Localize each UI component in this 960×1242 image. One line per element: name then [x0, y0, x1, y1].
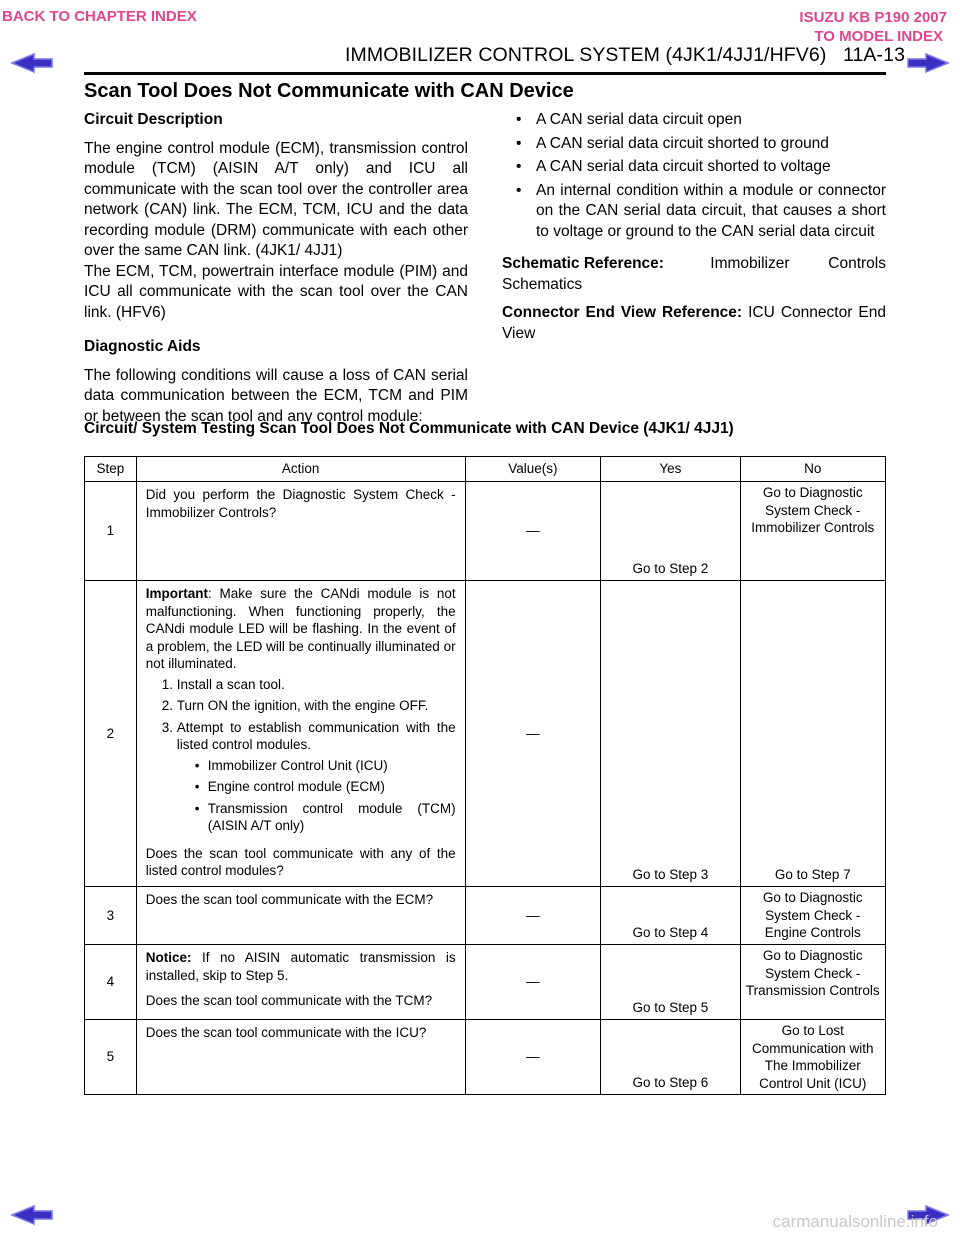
no-cell[interactable]: Go to Diagnostic System Check - Immobilizer Controls — [740, 482, 885, 581]
table-row — [85, 581, 886, 887]
notice-label: Notice: — [145, 950, 192, 965]
action-text: Does the scan tool communicate with the ICU? — [136, 1020, 465, 1095]
list-item — [177, 719, 456, 835]
yes-cell[interactable]: Go to Step 3 — [601, 581, 740, 887]
table-title: Circuit/ System Testing Scan Tool Does Not Communicate with CAN Device (4JK1/ 4JJ1) — [84, 420, 734, 437]
schematic-reference — [502, 254, 886, 295]
page-title: Scan Tool Does Not Communicate with CAN Device — [84, 80, 574, 102]
important-label: Important — [145, 586, 208, 601]
yes-cell[interactable]: Go to Step 6 — [601, 1020, 740, 1095]
connector-reference-label: Connector End View Reference: — [502, 304, 743, 321]
procedure-steps — [146, 676, 456, 835]
connector-reference — [502, 303, 886, 344]
notice-note — [146, 949, 456, 984]
list-item-text: Attempt to establish communication with the listed control modules. — [176, 719, 456, 752]
diagnostic-aids-heading: Diagnostic Aids — [84, 338, 201, 355]
value-cell: — — [465, 482, 601, 581]
schematic-reference-label: Schematic Reference: — [502, 255, 664, 272]
step-number: 3 — [85, 887, 137, 945]
notice-text: If no AISIN automatic transmission is installed, skip to Step 5. — [145, 950, 456, 983]
action-cell — [136, 945, 465, 1020]
list-item: • A CAN serial data circuit shorted to voltage — [502, 157, 886, 178]
step-number: 5 — [85, 1020, 137, 1095]
previous-page-arrow-icon[interactable] — [10, 1204, 54, 1226]
step-number: 4 — [85, 945, 137, 1020]
list-item: 1. Install a scan tool. — [177, 676, 456, 694]
list-item: • Immobilizer Control Unit (ICU) — [193, 757, 456, 775]
schematic-reference-value-a[interactable]: Immobilizer Controls — [710, 255, 886, 272]
list-item: 2. Turn ON the ignition, with the engine OFF. — [177, 697, 456, 715]
section-title: IMMOBILIZER CONTROL SYSTEM (4JK1/4JJ1/HFV6) — [345, 44, 827, 66]
important-note — [146, 585, 456, 673]
table-header-row — [85, 457, 886, 482]
action-cell — [136, 581, 465, 887]
header-step: Step — [85, 457, 137, 482]
value-cell: — — [465, 887, 601, 945]
header-no: No — [740, 457, 885, 482]
action-text: Does the scan tool communicate with the ECM? — [136, 887, 465, 945]
back-to-chapter-index-link[interactable]: BACK TO CHAPTER INDEX — [2, 8, 197, 25]
header-yes: Yes — [601, 457, 740, 482]
table-row — [85, 1020, 886, 1095]
yes-cell[interactable]: Go to Step 4 — [601, 887, 740, 945]
right-column — [502, 110, 886, 344]
table-row — [85, 482, 886, 581]
no-cell[interactable]: Go to Lost Communication with The Immobilizer Control Unit (ICU) — [740, 1020, 885, 1095]
important-text: : Make sure the CANdi module is not malfunctioning. When functioning properly, the CANdi module LED will be flashing. In the event of a problem, the LED will be continually illuminated or not illuminated. — [145, 586, 456, 671]
module-list — [177, 757, 456, 835]
list-item: • Engine control module (ECM) — [193, 778, 456, 796]
circuit-testing-table — [84, 456, 886, 1095]
to-model-index-link[interactable]: TO MODEL INDEX — [814, 28, 943, 45]
table-row — [85, 945, 886, 1020]
no-cell[interactable]: Go to Diagnostic System Check - Transmission Controls — [740, 945, 885, 1020]
list-item: • Transmission control module (TCM) (AISIN A/T only) — [193, 800, 456, 835]
table-row — [85, 887, 886, 945]
circuit-description-heading: Circuit Description — [84, 111, 223, 128]
circuit-description-p2: The ECM, TCM, powertrain interface module (PIM) and ICU all communicate with the scan tool over the CAN link. (HFV6) — [84, 262, 468, 321]
list-item: • A CAN serial data circuit shorted to ground — [502, 134, 886, 155]
no-cell[interactable]: Go to Step 7 — [740, 581, 885, 887]
list-item: • An internal condition within a module or connector on the CAN serial data circuit, that causes a short to voltage or ground to the CAN serial data circuit — [502, 181, 886, 243]
connector-reference-value[interactable]: ICU Connector End View — [502, 304, 886, 342]
step-number: 2 — [85, 581, 137, 887]
yes-cell[interactable]: Go to Step 5 — [601, 945, 740, 1020]
header-action: Action — [136, 457, 465, 482]
value-cell: — — [465, 581, 601, 887]
step-number: 1 — [85, 482, 137, 581]
schematic-reference-value-b[interactable]: Schematics — [502, 275, 583, 293]
left-column — [84, 110, 468, 427]
fault-conditions-list — [502, 110, 886, 242]
previous-page-arrow-icon[interactable] — [10, 52, 54, 74]
watermark: carmanualsonline.info — [772, 1212, 938, 1231]
value-cell: — — [465, 945, 601, 1020]
action-text: Did you perform the Diagnostic System Check - Immobilizer Controls? — [136, 482, 465, 581]
no-cell[interactable]: Go to Diagnostic System Check - Engine Controls — [740, 887, 885, 945]
action-question: Does the scan tool communicate with any of the listed control modules? — [145, 845, 456, 878]
diagnostic-aids-text: The following conditions will cause a loss of CAN serial data communication between the ECM, TCM and PIM or between the scan tool and any control module: — [84, 366, 468, 425]
page-header — [345, 44, 905, 67]
circuit-description-p1: The engine control module (ECM), transmission control module (TCM) (AISIN A/T only) and ICU all communicate with the scan tool over the controller area network (CAN) link. The ECM, TCM, ICU and the data recording module (DRM) communicate with each other over the same CAN link. (4JK1/ 4JJ1) — [84, 139, 468, 259]
header-values: Value(s) — [465, 457, 601, 482]
yes-cell[interactable]: Go to Step 2 — [601, 482, 740, 581]
action-question: Does the scan tool communicate with the TCM? — [145, 993, 433, 1008]
page-number: 11A-13 — [842, 44, 906, 66]
model-title-link[interactable]: ISUZU KB P190 2007 — [799, 9, 947, 26]
list-item: • A CAN serial data circuit open — [502, 110, 886, 131]
next-page-arrow-icon[interactable] — [906, 52, 950, 74]
value-cell: — — [465, 1020, 601, 1095]
header-rule — [84, 72, 886, 75]
